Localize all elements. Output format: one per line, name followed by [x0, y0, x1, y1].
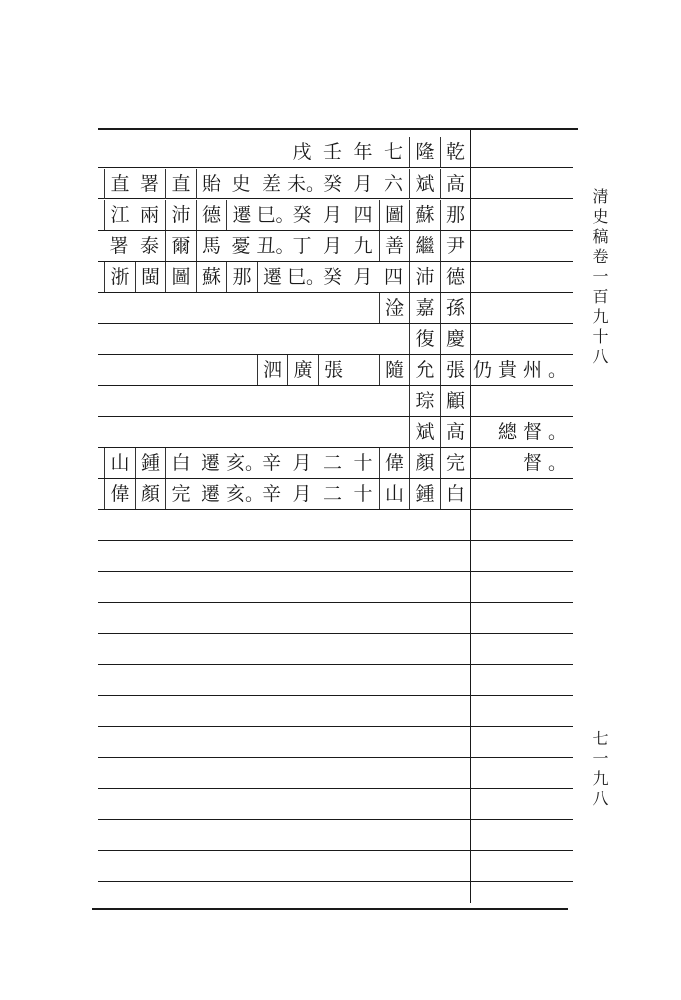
- table-cell: 浙: [104, 262, 135, 292]
- table-cell: 巳。: [287, 266, 326, 288]
- table-row: [98, 293, 470, 323]
- row-rule: [98, 167, 573, 168]
- table-cell: 復: [409, 324, 440, 354]
- table-cell: 九: [353, 235, 373, 257]
- table-cell: 沛: [165, 200, 196, 230]
- table-cell: 憂: [231, 235, 251, 257]
- table-cell: 沛: [409, 262, 440, 292]
- table-cell: 偉: [379, 448, 410, 478]
- table-cell: 亥。: [226, 483, 265, 505]
- table-cell: 高: [440, 169, 471, 199]
- table-cell: 月: [322, 235, 342, 257]
- table-cell: 山: [104, 448, 135, 478]
- table-row: [98, 231, 470, 261]
- table-cell: 差: [261, 173, 281, 195]
- table-cell: 淦: [379, 293, 410, 323]
- table-cell: 張: [440, 355, 471, 385]
- table-cell: 偉: [104, 479, 135, 509]
- table-cell: 善: [379, 231, 410, 261]
- table-cell: 亥。: [226, 452, 265, 474]
- table-cell: 直: [165, 169, 196, 199]
- table-cell: 爾: [165, 231, 196, 261]
- table-cell: 那: [440, 200, 471, 230]
- table-cell: 癸: [292, 204, 312, 226]
- row-rule: [98, 571, 573, 572]
- table-cell: 四: [383, 266, 403, 288]
- table-cell: 直: [104, 169, 135, 199]
- table-cell: 馬: [196, 231, 227, 261]
- table-cell: 壬: [322, 141, 342, 163]
- table-cell: 孫: [440, 293, 471, 323]
- row-rule: [98, 633, 573, 634]
- table-cell: 高: [440, 417, 471, 447]
- table-cell: 廣: [287, 355, 318, 385]
- table-row: [98, 386, 470, 416]
- table-cell: 月: [292, 452, 312, 474]
- table-cell: 嘉: [409, 293, 440, 323]
- table-cell: 癸: [322, 173, 342, 195]
- table-cell: 癸: [322, 266, 342, 288]
- running-header: 清史稿卷一百九十八: [590, 188, 609, 368]
- table-cell: 蘇: [196, 262, 227, 292]
- table-cell: 四: [353, 204, 373, 226]
- table-cell: 隨: [379, 355, 410, 385]
- table-cell: 十: [353, 483, 373, 505]
- row-rule: [98, 726, 573, 727]
- table-cell: 二: [322, 452, 342, 474]
- table-row: [98, 479, 470, 509]
- table-cell: 丁: [292, 235, 312, 257]
- row-rule: [98, 881, 573, 882]
- row-rule: [98, 509, 573, 510]
- table-cell: 未。: [287, 173, 326, 195]
- table-cell: 完: [440, 448, 471, 478]
- table-cell: 德: [196, 200, 227, 230]
- row-note: 仍貴州。: [470, 355, 573, 385]
- table-cell: 斌: [409, 417, 440, 447]
- table-row: [98, 324, 470, 354]
- table-cell: 戌: [292, 141, 312, 163]
- table-cell: 六: [383, 173, 403, 195]
- table-cell: 二: [322, 483, 342, 505]
- row-rule: [98, 695, 573, 696]
- page-number: 七一九八: [590, 730, 609, 810]
- table-cell: 月: [322, 204, 342, 226]
- row-rule: [98, 602, 573, 603]
- table-cell: 張: [318, 355, 349, 385]
- table-cell: 遷: [226, 200, 257, 230]
- table-cell: 顏: [409, 448, 440, 478]
- table-cell: 遷: [257, 262, 288, 292]
- table-cell: [348, 355, 378, 385]
- table-cell: 隆: [409, 137, 440, 167]
- table-row: [98, 137, 470, 167]
- table-cell: 史: [231, 173, 251, 195]
- table-cell: 月: [353, 173, 373, 195]
- table-cell: 顧: [440, 386, 471, 416]
- table-cell: 白: [165, 448, 196, 478]
- table-cell: 署: [139, 173, 159, 195]
- table-row: [98, 417, 470, 447]
- table-cell: 泰: [139, 235, 159, 257]
- row-rule: [98, 819, 573, 820]
- table-row: [98, 200, 470, 230]
- table-cell: 蘇: [409, 200, 440, 230]
- table-cell: 鍾: [409, 479, 440, 509]
- table-cell: 辛: [261, 483, 281, 505]
- table-cell: 顏: [135, 479, 166, 509]
- table-cell: 完: [165, 479, 196, 509]
- row-note: 總督。: [497, 421, 573, 443]
- table-cell: 山: [379, 479, 410, 509]
- table-bottom-rule: [92, 908, 568, 910]
- row-rule: [98, 664, 573, 665]
- row-rule: [98, 757, 573, 758]
- table-cell: 月: [292, 483, 312, 505]
- table-cell: 江: [104, 200, 135, 230]
- table-row: [98, 448, 470, 478]
- table-cell: 署: [109, 235, 129, 257]
- row-rule: [98, 540, 573, 541]
- table-top-rule: [98, 128, 578, 130]
- table-row: [98, 355, 470, 385]
- row-rule: [98, 788, 573, 789]
- table-cell: 巳。: [256, 204, 295, 226]
- table-cell: 斌: [409, 169, 440, 199]
- row-rule: [98, 850, 573, 851]
- table-cell: 乾: [440, 137, 471, 167]
- row-note: 督。: [522, 452, 573, 474]
- table-cell: 慶: [440, 324, 471, 354]
- table-cell: 年: [353, 141, 373, 163]
- table-row: [98, 169, 470, 199]
- table-cell: 十: [353, 452, 373, 474]
- table-cell: 允: [409, 355, 440, 385]
- table-cell: 圖: [165, 262, 196, 292]
- table-cell: 貽: [196, 169, 227, 199]
- table-cell: 遷: [200, 452, 220, 474]
- table-cell: 丑。: [256, 235, 295, 257]
- table-cell: 遷: [200, 483, 220, 505]
- table-cell: 繼: [409, 231, 440, 261]
- table-cell: 那: [226, 262, 257, 292]
- table-cell: 閩: [135, 262, 166, 292]
- table-cell: 尹: [440, 231, 471, 261]
- table-cell: 月: [353, 266, 373, 288]
- table-cell: 鍾: [135, 448, 166, 478]
- table-cell: 七: [383, 141, 403, 163]
- table-cell: 兩: [139, 204, 159, 226]
- table-row: [98, 262, 470, 292]
- table-cell: 圖: [379, 200, 410, 230]
- table-cell: 辛: [261, 452, 281, 474]
- table-cell: 琮: [409, 386, 440, 416]
- table-cell: 泗: [257, 355, 288, 385]
- table-cell: 德: [440, 262, 471, 292]
- table-cell: 白: [440, 479, 471, 509]
